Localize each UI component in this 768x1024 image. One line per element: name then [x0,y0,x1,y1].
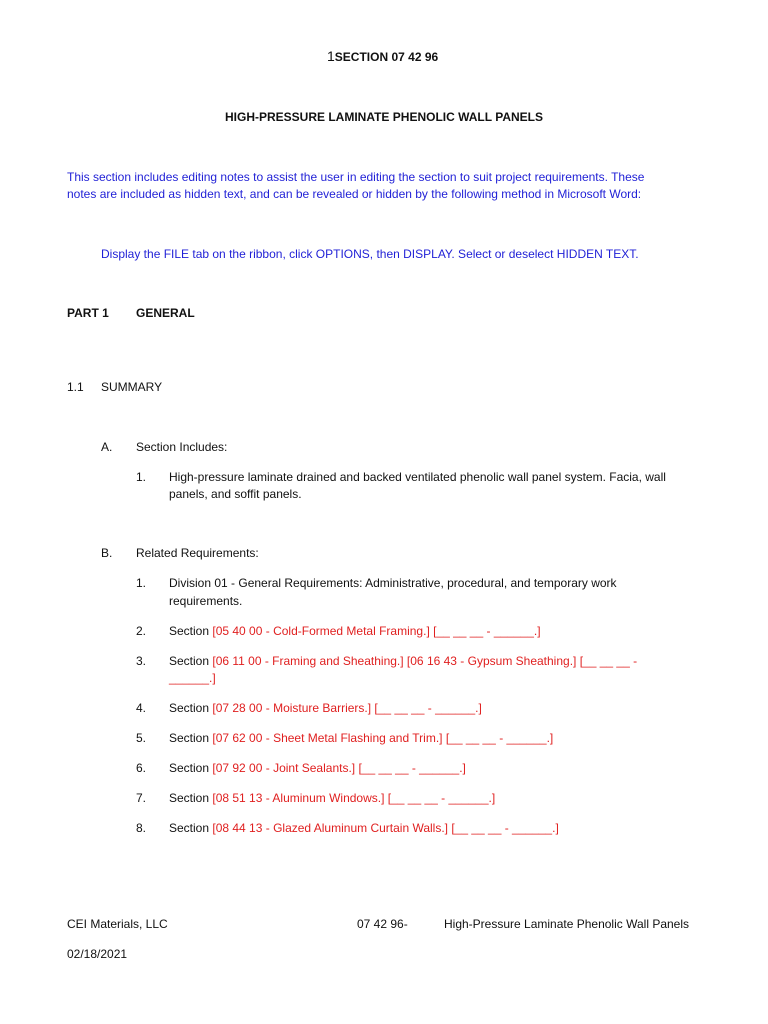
article-title: SUMMARY [101,380,163,394]
section-word: Section [169,624,213,638]
paragraph-b-item-number: 1. [136,576,147,590]
section-word: Section [169,821,213,835]
section-reference: [05 40 00 - Cold-Formed Metal Framing.] [__ __ __ - ______.] [212,624,541,638]
section-reference: [07 92 00 - Joint Sealants.] [__ __ __ - ______.] [212,761,466,775]
footer-section-ref: 07 42 96- [357,917,408,931]
paragraph-a-item-line-1: High-pressure laminate drained and backed ventilated phenolic wall panel system. Facia, wall [169,470,666,484]
section-reference: [08 51 13 - Aluminum Windows.] [__ __ __ - ______.] [212,791,496,805]
paragraph-b-item-1-line-2: requirements. [169,594,243,608]
section-word: Section [169,654,213,668]
section-reference: [06 11 00 - Framing and Sheathing.] [06 16 43 - Gypsum Sheathing.] [__ __ __ - [212,654,638,668]
editing-note-line-2: notes are included as hidden text, and can be revealed or hidden by the following method in Microsoft Word: [67,187,642,201]
section-word: Section [169,761,213,775]
related-section-item [169,761,466,775]
paragraph-b-item-number: 2. [136,624,147,638]
footer-section-title: High-Pressure Laminate Phenolic Wall Panels [444,917,690,931]
editing-note-instruction: Display the FILE tab on the ribbon, click OPTIONS, then DISPLAY. Select or deselect HIDDEN TEXT. [101,247,639,261]
paragraph-b-item-number: 4. [136,701,147,715]
section-reference: [07 28 00 - Moisture Barriers.] [__ __ __ - ______.] [212,701,482,715]
article-number: 1.1 [67,380,84,394]
related-section-item [169,821,559,835]
section-number: SECTION 07 42 96 [334,50,439,64]
paragraph-b-item-number: 5. [136,731,147,745]
section-word: Section [169,731,213,745]
paragraph-b-item-number: 3. [136,654,147,668]
section-reference: [08 44 13 - Glazed Aluminum Curtain Walls.] [__ __ __ - ______.] [212,821,559,835]
paragraph-marker: 1 [327,48,335,64]
paragraph-a-letter: A. [101,440,113,454]
paragraph-b-title: Related Requirements: [136,546,259,560]
related-section-item [169,624,541,638]
section-word: Section [169,701,213,715]
paragraph-b-letter: B. [101,546,113,560]
part-number: PART 1 [67,306,109,320]
paragraph-b-item-number: 8. [136,821,147,835]
section-title: HIGH-PRESSURE LAMINATE PHENOLIC WALL PANELS [224,110,543,124]
paragraph-a-item-line-2: panels, and soffit panels. [169,487,302,501]
related-section-item [169,731,553,745]
paragraph-a-title: Section Includes: [136,440,228,454]
related-section-item [169,791,495,805]
paragraph-b-item-1-line-1: Division 01 - General Requirements: Administrative, procedural, and temporary work [169,576,617,590]
paragraph-b-item-number: 6. [136,761,147,775]
related-section-item [169,654,637,668]
editing-note-line-1: This section includes editing notes to assist the user in editing the section to suit project requirements. These [67,170,645,184]
section-word: Section [169,791,213,805]
part-title: GENERAL [136,306,195,320]
section-reference: [07 62 00 - Sheet Metal Flashing and Trim.] [__ __ __ - ______.] [212,731,554,745]
paragraph-b-item-number: 7. [136,791,147,805]
section-header [327,48,438,64]
footer-company: CEI Materials, LLC [67,917,168,931]
related-section-item [169,701,482,715]
paragraph-a-item-number: 1. [136,470,147,484]
footer-date: 02/18/2021 [67,947,128,961]
section-reference-continued: ______.] [169,671,216,685]
